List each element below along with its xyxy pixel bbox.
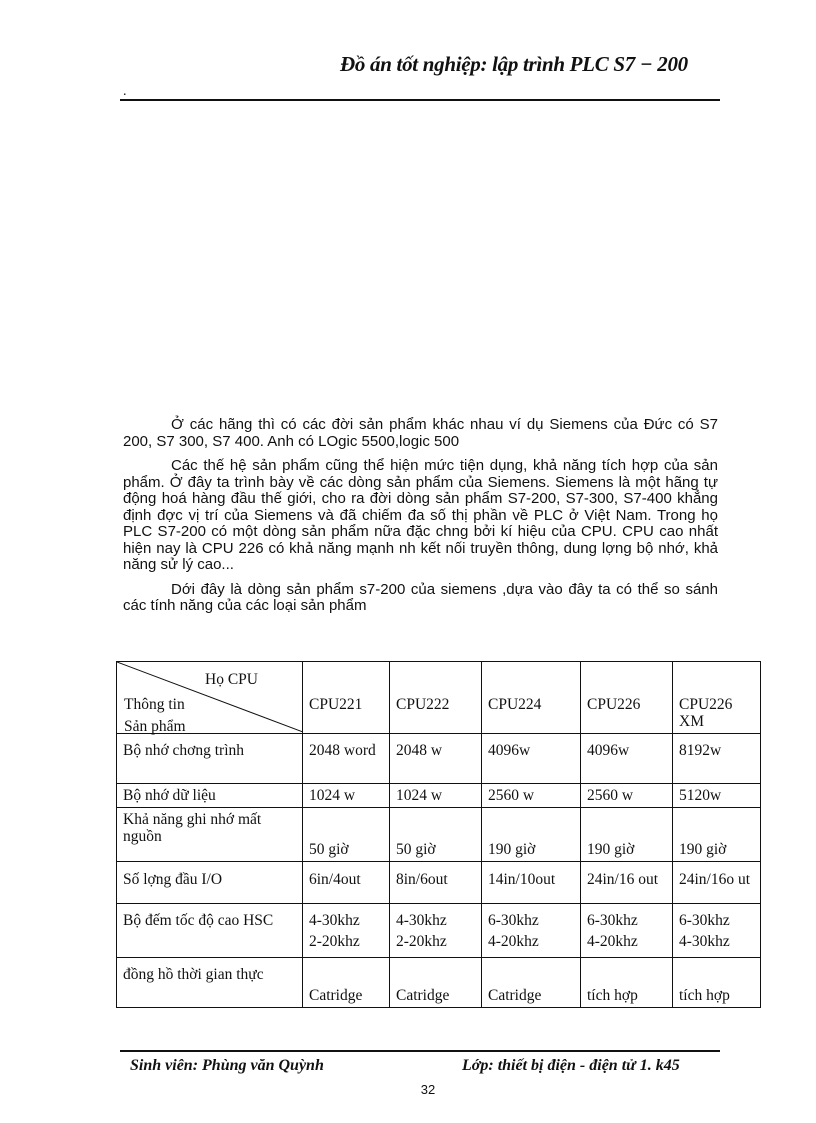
table-row — [117, 784, 761, 808]
table-header-row — [117, 662, 761, 734]
table-cell: 190 giờ — [581, 808, 673, 862]
column-header: CPU226 XM — [673, 662, 761, 734]
cell-line: 6-30khz — [488, 912, 539, 929]
cell-line: 4-30khz — [679, 933, 730, 950]
cell-line: 4-20khz — [488, 933, 539, 950]
header-info: Thông tin — [124, 696, 185, 713]
table-row — [117, 862, 761, 904]
table-cell — [303, 904, 390, 958]
header-mark: . — [123, 84, 127, 99]
header-cpu-family: Họ CPU — [205, 671, 258, 688]
table-cell: 1024 w — [390, 784, 482, 808]
page-number: 32 — [420, 1082, 436, 1097]
table-cell: 2560 w — [581, 784, 673, 808]
table-cell — [390, 904, 482, 958]
table-cell: 190 giờ — [482, 808, 581, 862]
table-cell: Catridge — [303, 958, 390, 1008]
table-cell: tích hợp — [673, 958, 761, 1008]
cell-line: 4-30khz — [396, 912, 447, 929]
header-divider — [120, 99, 720, 101]
table-cell — [581, 904, 673, 958]
table-cell: Catridge — [482, 958, 581, 1008]
cpu-comparison-table — [116, 661, 761, 1008]
table-row — [117, 734, 761, 784]
column-header: CPU221 — [303, 662, 390, 734]
table-cell: 6in/4out — [303, 862, 390, 904]
table-cell: 2560 w — [482, 784, 581, 808]
table-cell: 4096w — [482, 734, 581, 784]
table-cell: 24in/16 out — [581, 862, 673, 904]
footer-class: Lớp: thiết bị điện - điện tử 1. k45 — [462, 1057, 680, 1074]
table-cell: Catridge — [390, 958, 482, 1008]
table-cell: 14in/10out — [482, 862, 581, 904]
cell-line: 2-20khz — [309, 933, 360, 950]
table-cell: 2048 word — [303, 734, 390, 784]
cell-line: 6-30khz — [587, 912, 638, 929]
header-product: Sản phẩm — [124, 718, 186, 735]
cell-line: 2-20khz — [396, 933, 447, 950]
cell-line: 6-30khz — [679, 912, 730, 929]
paragraph: Ở các hãng thì có các đời sản phẩm khác nhau ví dụ Siemens của Đức có S7 200, S7 300, S7 400. Anh có LOgic 5500,logic 500 — [123, 416, 718, 450]
table-row — [117, 904, 761, 958]
table-cell: 8192w — [673, 734, 761, 784]
paragraph: Dới đây là dòng sản phẩm s7-200 của siemens ,dựa vào đây ta có thể so sánh các tính năng của các loại sản phẩm — [123, 580, 718, 614]
row-label: Bộ đếm tốc độ cao HSC — [117, 904, 303, 958]
table-cell: 50 giờ — [303, 808, 390, 862]
row-label: đồng hồ thời gian thực — [117, 958, 303, 1008]
table-cell: tích hợp — [581, 958, 673, 1008]
document-header-title: Đồ án tốt nghiệp: lập trình PLC S7 − 200 — [340, 52, 688, 76]
table-cell — [482, 904, 581, 958]
column-header: CPU226 — [581, 662, 673, 734]
table-cell: 1024 w — [303, 784, 390, 808]
cell-line: 4-30khz — [309, 912, 360, 929]
row-label: Bộ nhớ chơng trình — [117, 734, 303, 784]
table-row — [117, 958, 761, 1008]
column-header: CPU224 — [482, 662, 581, 734]
body-text — [123, 417, 718, 623]
row-label: Khả năng ghi nhớ mất nguồn — [117, 808, 303, 862]
paragraph: Các thế hệ sản phẩm cũng thể hiện mức tiện dụng, khả năng tích hợp của sản phẩm. Ở đây ta trình bày về các dòng sản phẩm của Siemens. Siemens là một hãng tự động hoá hàng đầu thế giới, cho ra đời dòng sản phẩm S7-200, S7-300, S7-400 khẳng định đợc vị trí của Siemens và đã chiếm đa số thị phần về PLC ở Việt Nam. Trong họ PLC S7-200 có một dòng sản phẩm nữa đặc chng bởi kí hiệu của CPU. CPU cao nhất hiện nay là CPU 226 có khả năng mạnh nh kết nối truyền thông, dung lợng bộ nhớ, khả năng sử lý cao... — [123, 457, 718, 573]
footer-divider — [120, 1050, 720, 1052]
table-cell: 5120w — [673, 784, 761, 808]
table-cell: 8in/6out — [390, 862, 482, 904]
table-cell: 4096w — [581, 734, 673, 784]
diagonal-header-cell — [117, 662, 303, 734]
footer-student: Sinh viên: Phùng văn Quỳnh — [130, 1057, 324, 1074]
row-label: Bộ nhớ dữ liệu — [117, 784, 303, 808]
table-cell: 2048 w — [390, 734, 482, 784]
table-cell: 190 giờ — [673, 808, 761, 862]
table-row — [117, 808, 761, 862]
cell-line: 4-20khz — [587, 933, 638, 950]
table-cell: 24in/16o ut — [673, 862, 761, 904]
table-cell: 50 giờ — [390, 808, 482, 862]
row-label: Số lợng đầu I/O — [117, 862, 303, 904]
column-header: CPU222 — [390, 662, 482, 734]
table-cell — [673, 904, 761, 958]
